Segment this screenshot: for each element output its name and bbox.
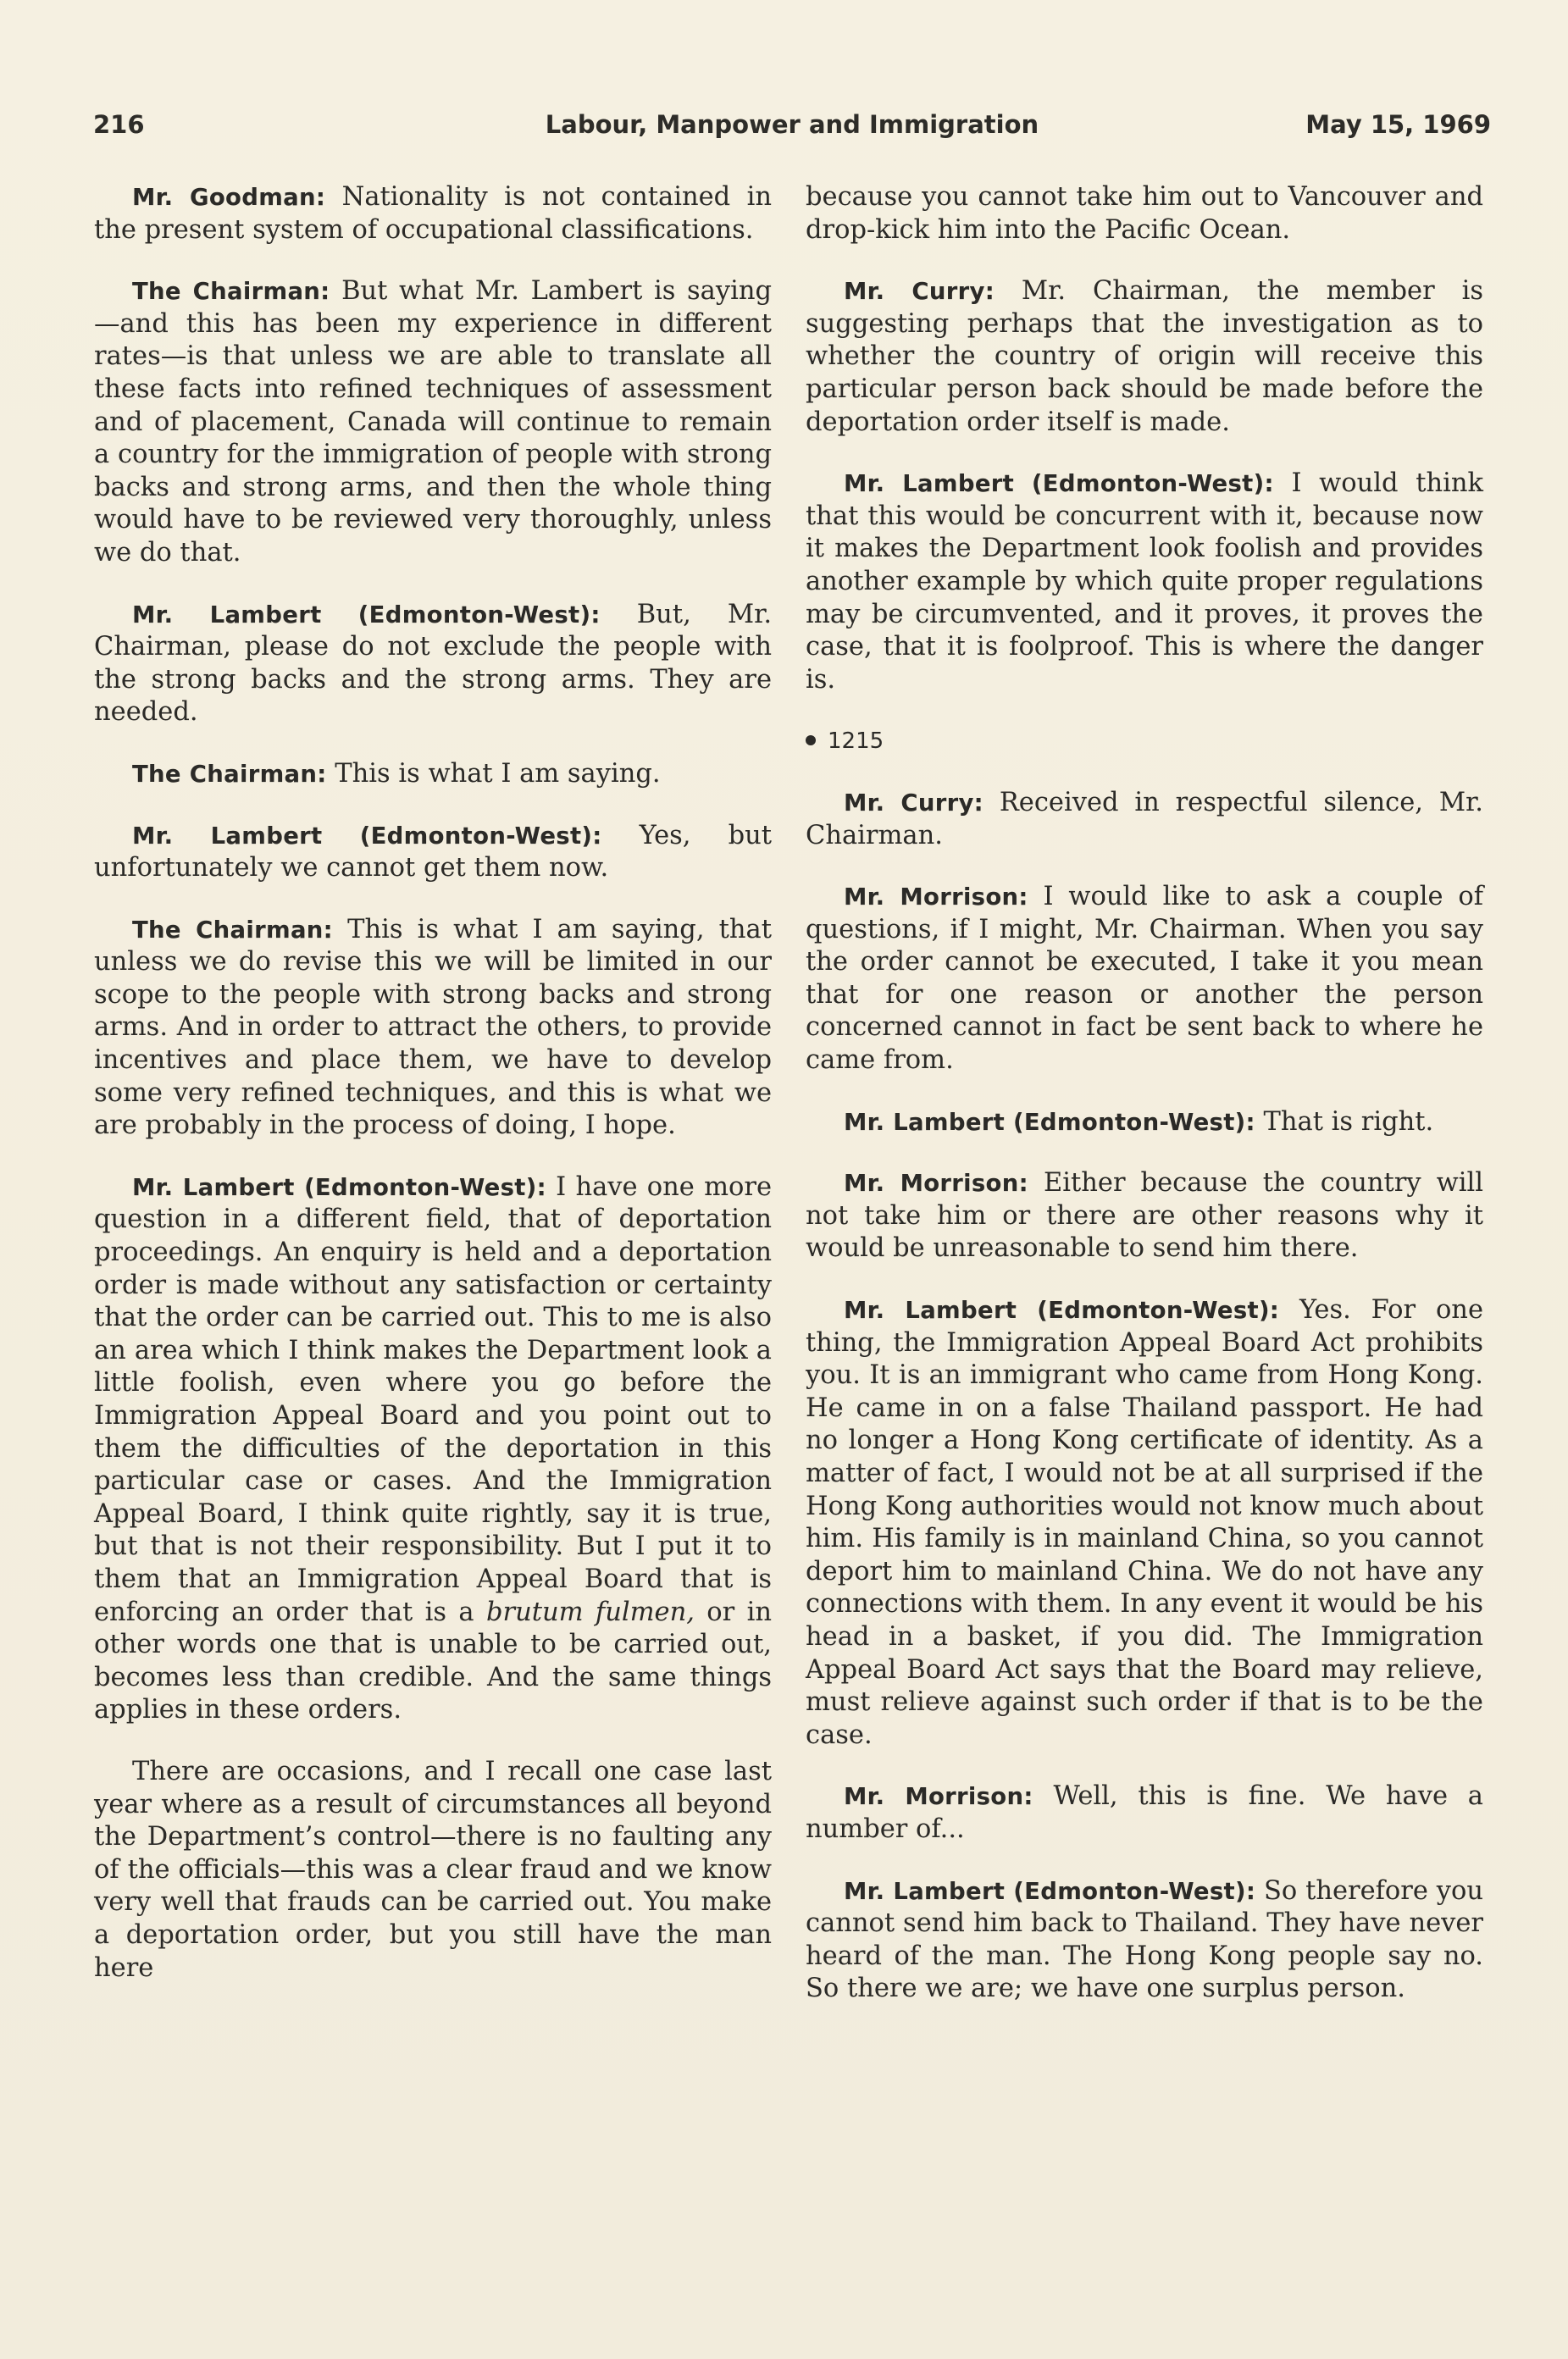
speaker-name: Mr. Lambert (Edmonton-West): <box>844 1297 1280 1325</box>
left-column <box>94 181 772 2013</box>
speaker-name: Mr. Lambert (Edmonton-West): <box>844 1877 1256 1905</box>
paragraph-text: There are occasions, and I recall one case last year where as a result of circumstances all beyond the Department’s control—there is no faulting any of the officials—this was a clear fraud and we know very well that frauds can be carried out. You make a deportation order, but you still have the man here <box>94 1756 772 1983</box>
speaker-name: Mr. Morrison: <box>844 883 1028 911</box>
paragraph-text: Yes, but unfortunately we cannot get them now. <box>94 820 772 883</box>
paragraph <box>94 1756 772 1985</box>
speaker-name: Mr. Morrison: <box>844 1170 1028 1198</box>
speaker-name: Mr. Goodman: <box>132 184 326 211</box>
paragraph <box>94 181 772 246</box>
paragraph-text: I would think that this would be concurrent with it, because now it makes the Department look foolish and provides another example by which quite proper regulations may be circumvented, and it proves, it proves the case, that it is foolproof. This is where the danger is. <box>806 468 1484 695</box>
speaker-name: Mr. Lambert (Edmonton-West): <box>132 1173 546 1201</box>
paragraph-continuation <box>806 181 1483 246</box>
paragraph <box>806 881 1483 1077</box>
paragraph-text: But what Mr. Lambert is saying—and this has been my experience in different rates—is that unless we are able to translate all these facts into refined techniques of assessment and of placement, Canada will continue to remain a country for the immigration of people with strong backs and strong arms, and then the whole thing would have to be reviewed very thoroughly, unless we do that. <box>94 276 772 568</box>
page-header <box>93 110 1491 152</box>
bullet-icon <box>806 735 816 745</box>
paragraph <box>806 468 1483 696</box>
speaker-name: Mr. Morrison: <box>844 1783 1033 1811</box>
paragraph <box>806 1167 1483 1265</box>
paragraph-text: Received in respectful silence, Mr. Chairman. <box>806 787 1483 850</box>
header-date: May 15, 1969 <box>1305 110 1491 139</box>
paragraph <box>94 758 772 791</box>
speaker-name: The Chairman: <box>132 760 327 788</box>
speaker-name: Mr. Curry: <box>844 278 995 306</box>
speaker-name: Mr. Lambert (Edmonton-West): <box>844 470 1274 498</box>
paragraph <box>806 787 1483 852</box>
paragraph <box>94 599 772 729</box>
paragraph <box>806 1106 1483 1139</box>
paragraph-text: or in other words one that is unable to be carried out, becomes less than credible. And the same things applies in these orders. <box>94 1597 773 1725</box>
latin-phrase: brutum fulmen, <box>485 1597 695 1627</box>
paragraph-text: Yes. For one thing, the Immigration Appeal Board Act prohibits you. It is an immigrant who came from Hong Kong. He came in on a false Thailand passport. He had no longer a Hong Kong certificate of identity. As a matter of fact, I would not be at all surprised if the Hong Kong authorities would not know much about him. His family is in mainland China, so you cannot deport him to mainland China. We do not have any connections with them. In any event it would be his head in a basket, if you did. The Immigration Appeal Board Act says that the Board may relieve, must relieve against such order if that is to be the case. <box>806 1295 1483 1750</box>
paragraph-text: because you cannot take him out to Vancouver and drop-kick him into the Pacific Ocean. <box>806 182 1483 245</box>
paragraph-text: Nationality is not contained in the present system of occupational classifications. <box>94 182 772 245</box>
speaker-name: The Chairman: <box>132 278 330 306</box>
time-marker-text: 1215 <box>828 728 884 755</box>
paragraph <box>806 275 1483 439</box>
paragraph <box>806 1780 1483 1846</box>
paragraph-text: I would like to ask a couple of questions, if I might, Mr. Chairman. When you say the order cannot be executed, I take it you mean that for one reason or another the person concerned cannot in fact be sent back to where he came from. <box>806 882 1483 1076</box>
paragraph-text: This is what I am saying, that unless we do revise this we will be limited in our scope to the people with strong backs and strong arms. And in order to attract the others, to provide incentives and place them, we have to develop some very refined techniques, and this is what we are probably in the process of doing, I hope. <box>94 914 772 1141</box>
running-title: Labour, Manpower and Immigration <box>545 110 1039 139</box>
paragraph-text: Either because the country will not take him or there are other reasons why it would be unreasonable to send him there. <box>806 1168 1483 1264</box>
paragraph <box>94 1171 772 1727</box>
paragraph-text: But, Mr. Chairman, please do not exclude the people with the strong backs and the strong arms. They are needed. <box>94 599 773 728</box>
right-column <box>806 181 1483 2035</box>
paragraph-text: Well, this is fine. We have a number of... <box>806 1781 1483 1844</box>
paragraph <box>806 1294 1483 1752</box>
paragraph <box>806 1875 1483 2006</box>
paragraph <box>94 820 772 885</box>
time-marker <box>806 725 1483 758</box>
speaker-name: Mr. Lambert (Edmonton-West): <box>844 1108 1255 1136</box>
speaker-name: The Chairman: <box>132 916 333 944</box>
speaker-name: Mr. Lambert (Edmonton-West): <box>132 822 602 850</box>
page-number: 216 <box>93 110 145 139</box>
paragraph <box>94 275 772 569</box>
paragraph-text: This is what I am saying. <box>335 758 661 789</box>
paragraph-text: I have one more question in a different field, that of deportation proceedings. An enquiry is held and a deportation order is made without any satisfaction or certainty that the order can be carried out. This to me is also an area which I think makes the Department look a little foolish, even where you go before the Immigration Appeal Board and you point out to them the difficulties of the deportation in this particular case or cases. And the Immigration Appeal Board, I think quite rightly, say it is true, but that is not their responsibility. But I put it to them that an Immigration Appeal Board that is enforcing an order that is a <box>94 1171 772 1627</box>
speaker-name: Mr. Lambert (Edmonton-West): <box>132 601 601 629</box>
paragraph <box>94 914 772 1143</box>
paragraph-text: So therefore you cannot send him back to Thailand. They have never heard of the man. The Hong Kong people say no. So there we are; we have one surplus person. <box>806 1875 1483 2004</box>
speaker-name: Mr. Curry: <box>844 789 983 817</box>
paragraph-text: Mr. Chairman, the member is suggesting perhaps that the investigation as to whether the country of origin will receive this particular person back should be made before the deportation order itself is made. <box>806 276 1483 437</box>
paragraph-text: That is right. <box>1263 1106 1434 1137</box>
